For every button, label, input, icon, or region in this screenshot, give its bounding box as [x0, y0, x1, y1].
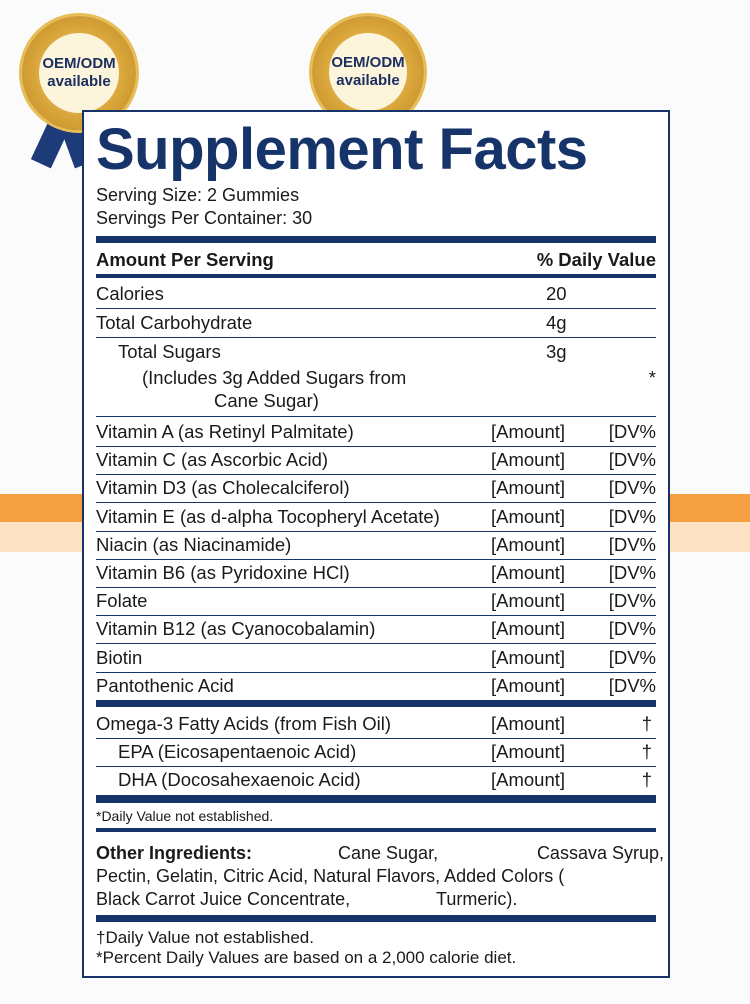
nutrient-amount: [Amount]	[491, 477, 566, 499]
thick-divider	[96, 795, 656, 803]
nutrient-name: Vitamin B6 (as Pyridoxine HCl)	[96, 562, 350, 583]
nutrient-name: Pantothenic Acid	[96, 674, 234, 696]
vitamin-row	[96, 644, 656, 673]
vitamin-row	[96, 418, 656, 447]
vitamin-row	[96, 587, 656, 616]
added-sugars-row	[96, 366, 656, 390]
supplement-facts-panel	[82, 110, 670, 978]
seal-right-line1: OEM/ODM	[331, 54, 405, 71]
footer-note-1: †Daily Value not established.	[96, 928, 314, 947]
ingredient-text: Cane Sugar,	[338, 843, 439, 863]
nutrient-amount: [Amount]	[491, 646, 566, 668]
omega-row	[96, 738, 656, 767]
omega-row	[96, 766, 656, 794]
nutrient-amount: 3g	[546, 341, 567, 362]
thick-divider	[96, 915, 656, 922]
nutrient-name: Vitamin E (as d-alpha Tocopheryl Acetate)	[96, 505, 440, 527]
nutrient-amount: [Amount]	[491, 590, 566, 612]
nutrient-name: Niacin (as Niacinamide)	[96, 533, 292, 555]
macro-row	[96, 338, 656, 366]
nutrient-dv: [DV%	[608, 533, 656, 555]
nutrient-dv: [DV%	[608, 562, 656, 583]
nutrient-amount: [Amount]	[491, 713, 566, 734]
vitamin-row	[96, 559, 656, 588]
nutrient-amount: 20	[546, 283, 567, 304]
nutrient-amount: [Amount]	[491, 562, 566, 583]
nutrient-amount: [Amount]	[491, 449, 566, 471]
nutrient-dv: †	[641, 713, 652, 734]
macro-row	[96, 309, 656, 338]
nutrient-name: Total Sugars	[118, 341, 221, 362]
nutrient-amount: [Amount]	[491, 674, 566, 696]
other-ingredients-label: Other Ingredients:	[96, 843, 253, 863]
added-sugars-row-2	[96, 390, 656, 417]
seal-left-line1: OEM/ODM	[42, 55, 116, 72]
servings-per-container: Servings Per Container: 30	[96, 208, 313, 228]
macro-row	[96, 280, 656, 309]
nutrient-dv: †	[641, 769, 652, 790]
vitamin-row	[96, 503, 656, 532]
nutrient-amount: [Amount]	[491, 741, 566, 762]
added-sugars-mark: *	[648, 367, 656, 388]
nutrient-amount: [Amount]	[491, 533, 566, 555]
omega-row	[96, 710, 656, 739]
added-sugars-line1: (Includes 3g Added Sugars from	[142, 367, 407, 388]
nutrient-name: Vitamin C (as Ascorbic Acid)	[96, 449, 329, 471]
seal-left-line2: available	[47, 73, 111, 90]
nutrient-amount: [Amount]	[491, 421, 566, 442]
serving-size: Serving Size: 2 Gummies	[96, 185, 300, 205]
vitamin-row	[96, 531, 656, 560]
seal-right-line2: available	[336, 72, 400, 89]
ingredient-text: Pectin, Gelatin, Citric Acid, Natural Flavors, Added Colors (	[96, 866, 565, 886]
nutrient-name: DHA (Docosahexaenoic Acid)	[118, 769, 361, 790]
nutrient-name: Vitamin D3 (as Cholecalciferol)	[96, 477, 350, 499]
nutrient-name: Total Carbohydrate	[96, 312, 253, 333]
vitamin-row	[96, 615, 656, 644]
nutrient-dv: †	[641, 741, 652, 762]
ingredient-text: Turmeric).	[436, 889, 518, 909]
nutrient-amount: [Amount]	[491, 505, 566, 527]
added-sugars-line2: Cane Sugar)	[214, 390, 319, 411]
ingredient-text: Cassava Syrup,	[536, 843, 664, 863]
divider	[96, 275, 656, 278]
header-dv: % Daily Value	[536, 249, 656, 270]
nutrient-amount: [Amount]	[491, 769, 566, 790]
nutrient-name: Calories	[96, 283, 164, 304]
vitamin-row	[96, 672, 656, 700]
vitamin-row	[96, 474, 656, 503]
nutrient-dv: [DV%	[608, 674, 656, 696]
header-row	[96, 246, 656, 275]
nutrient-dv: [DV%	[608, 646, 656, 668]
nutrient-dv: [DV%	[608, 477, 656, 499]
nutrient-dv: [DV%	[608, 618, 656, 640]
nutrient-name: Folate	[96, 590, 148, 612]
nutrient-name: EPA (Eicosapentaenoic Acid)	[118, 741, 357, 762]
nutrient-name: Biotin	[96, 646, 143, 668]
panel-title: Supplement Facts	[96, 117, 588, 182]
divider	[96, 828, 656, 832]
header-amount: Amount Per Serving	[96, 249, 274, 270]
dv-note: *Daily Value not established.	[96, 808, 274, 824]
nutrient-name: Vitamin B12 (as Cyanocobalamin)	[96, 618, 376, 640]
nutrient-name: Vitamin A (as Retinyl Palmitate)	[96, 421, 354, 442]
ingredient-text: Black Carrot Juice Concentrate,	[96, 889, 351, 909]
thick-divider	[96, 700, 656, 707]
nutrient-amount: 4g	[546, 312, 567, 333]
footer-note-2: *Percent Daily Values are based on a 2,000 calorie diet.	[96, 948, 517, 967]
other-ingredients	[96, 842, 664, 911]
nutrient-name: Omega-3 Fatty Acids (from Fish Oil)	[96, 713, 392, 734]
thick-divider	[96, 236, 656, 243]
nutrient-dv: [DV%	[608, 449, 656, 471]
nutrient-dv: [DV%	[608, 505, 656, 527]
nutrient-dv: [DV%	[608, 590, 656, 612]
vitamin-row	[96, 446, 656, 475]
nutrient-amount: [Amount]	[491, 618, 566, 640]
nutrient-dv: [DV%	[608, 421, 656, 442]
